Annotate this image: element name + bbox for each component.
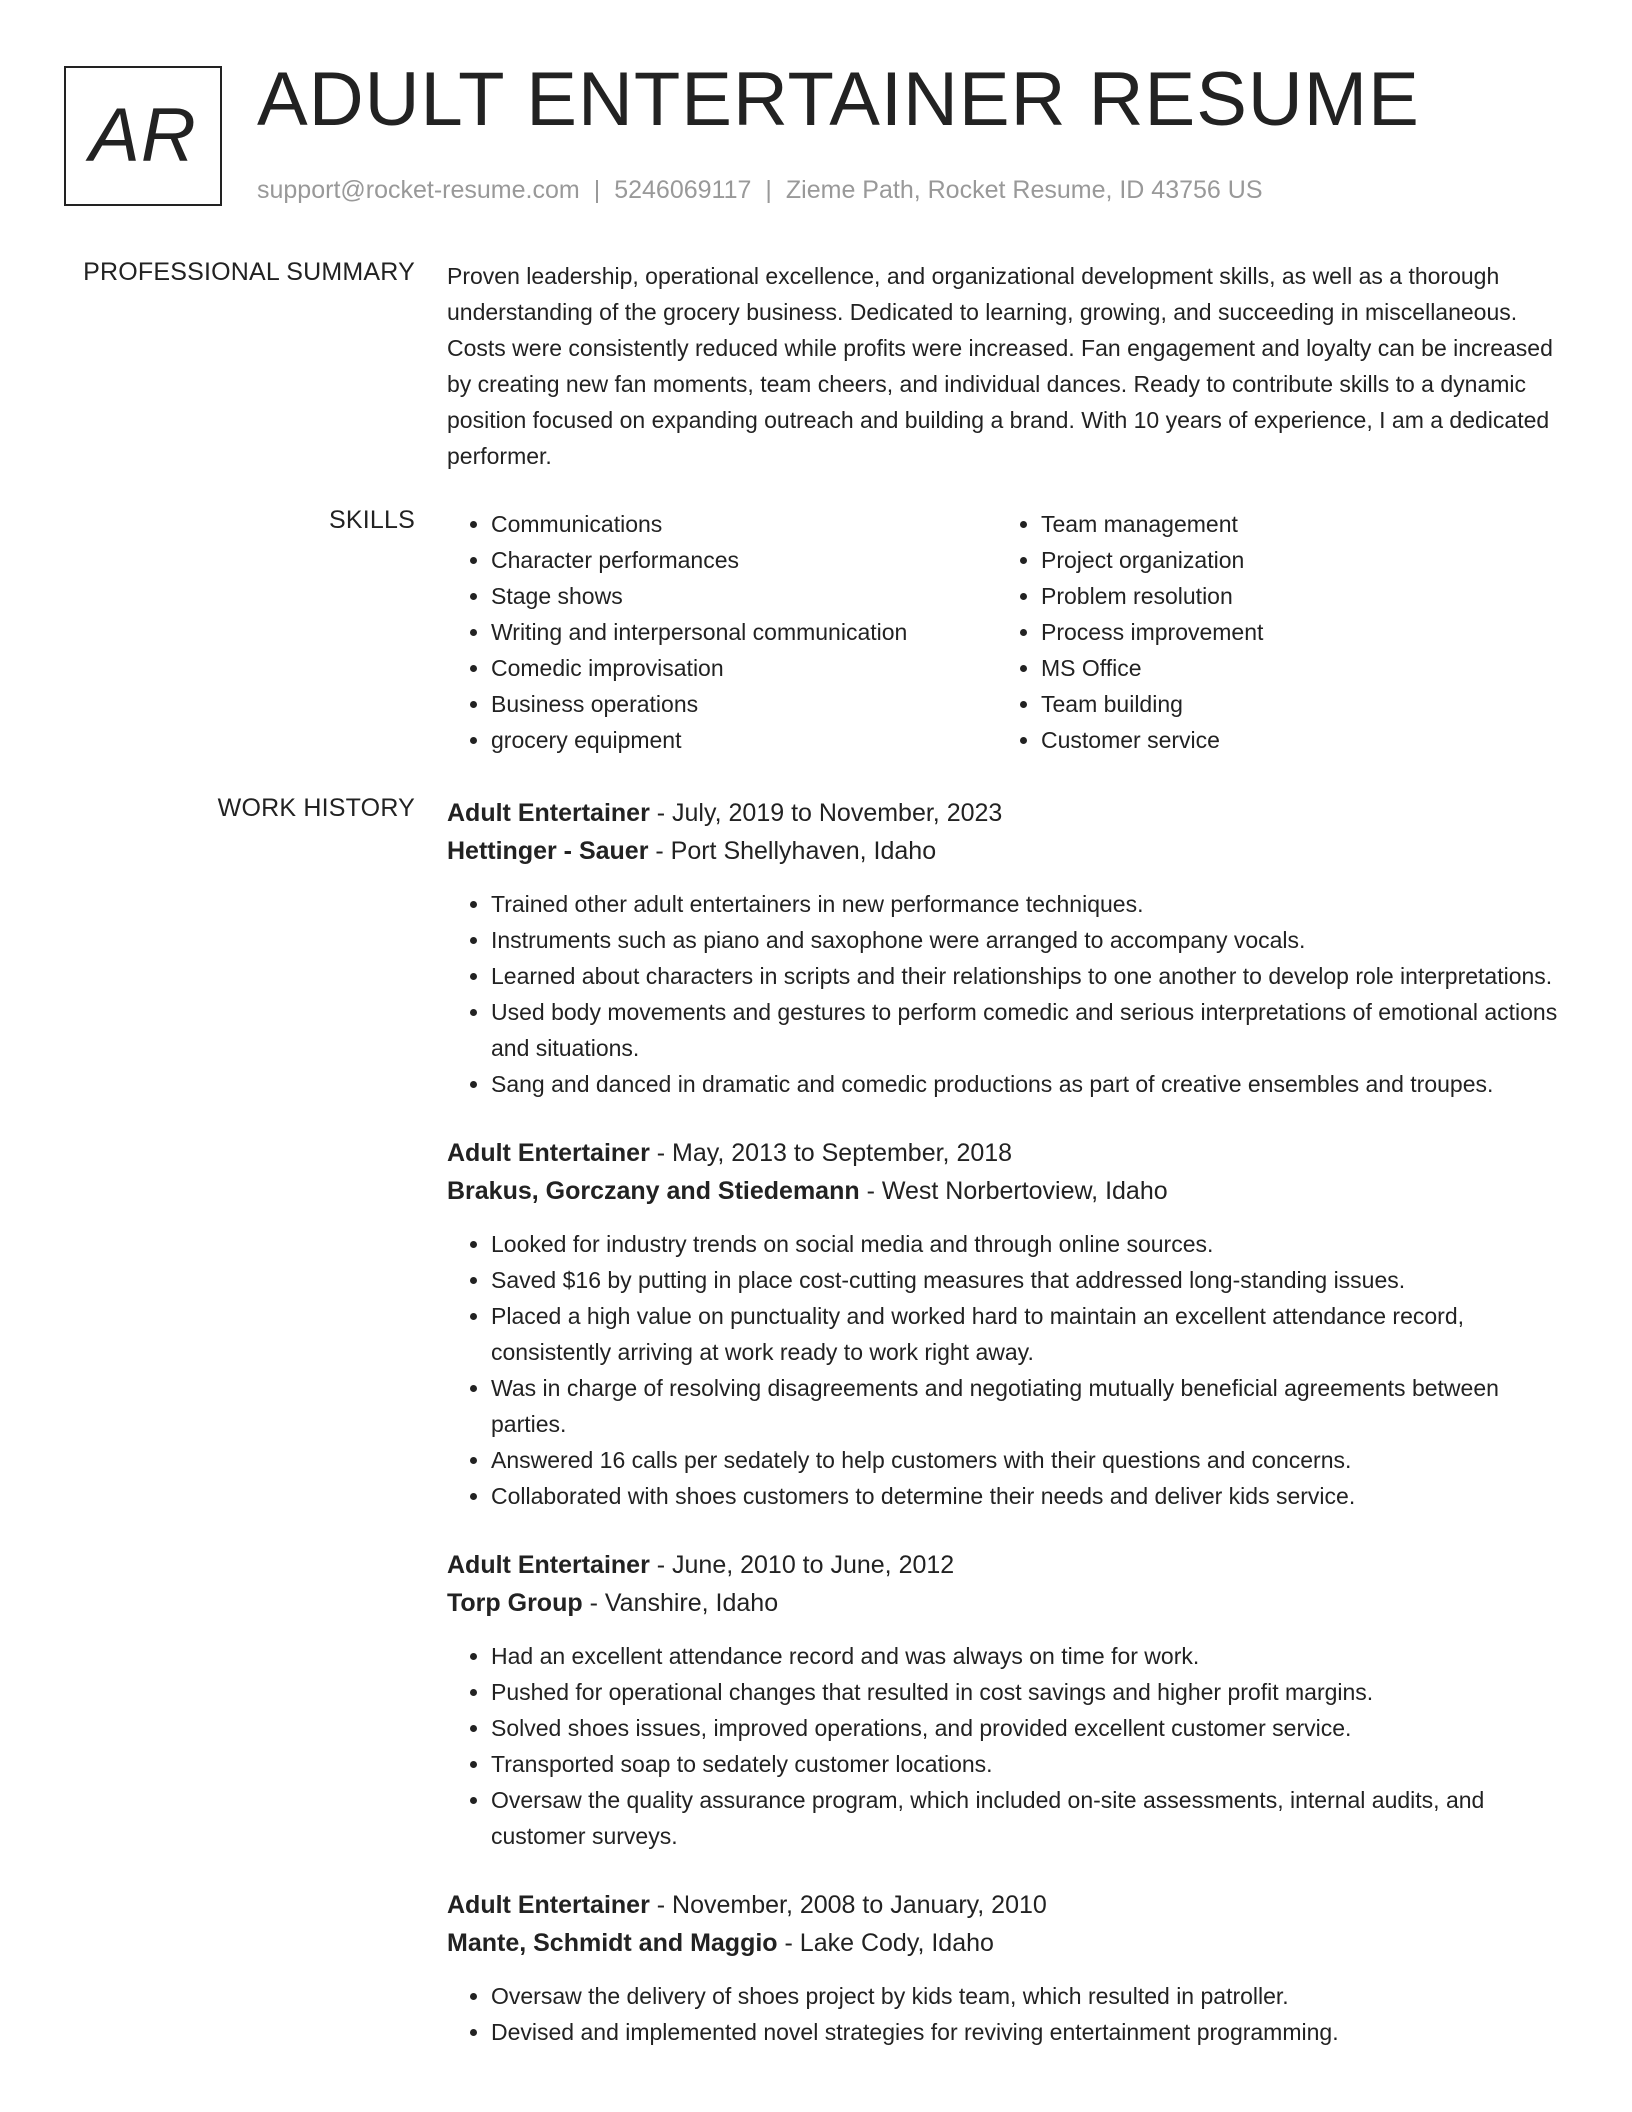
job-bullet: • Sang and danced in dramatic and comedic productions as part of creative ensembles and troupes. — [491, 1066, 1567, 1102]
job-bullet: • Had an excellent attendance record and was always on time for work. — [491, 1638, 1567, 1674]
job-dates: - July, 2019 to November, 2023 — [649, 799, 1003, 827]
job-entry — [447, 1546, 1567, 1854]
skill-item: • grocery equipment — [491, 722, 997, 758]
job-bullet: • Collaborated with shoes customers to determine their needs and deliver kids service. — [491, 1478, 1567, 1514]
summary-body — [447, 258, 1567, 474]
work-heading: WORK HISTORY — [217, 794, 415, 822]
job-title-line — [447, 1134, 1567, 1172]
contact-address: Zieme Path, Rocket Resume, ID 43756 US — [785, 176, 1263, 204]
job-title: Adult Entertainer — [447, 799, 650, 827]
monogram-initials: AR — [89, 93, 197, 178]
job-bullet: • Oversaw the quality assurance program, which included on-site assessments, internal audits, and customer surveys. — [491, 1782, 1567, 1854]
job-bullet: • Solved shoes issues, improved operations, and provided excellent customer service. — [491, 1710, 1567, 1746]
skills-columns — [447, 506, 1567, 758]
job-title-line — [447, 794, 1567, 832]
skills-column-right — [997, 506, 1547, 758]
job-location: - West Norbertoview, Idaho — [859, 1177, 1168, 1205]
job-location: - Port Shellyhaven, Idaho — [648, 837, 937, 865]
job-company: Torp Group — [447, 1589, 583, 1617]
job-company: Mante, Schmidt and Maggio — [447, 1929, 778, 1957]
job-dates: - May, 2013 to September, 2018 — [649, 1139, 1013, 1167]
job-bullet: • Transported soap to sedately customer locations. — [491, 1746, 1567, 1782]
contact-email[interactable]: support@rocket-resume.com — [257, 176, 580, 204]
summary-heading: PROFESSIONAL SUMMARY — [83, 258, 415, 286]
summary-text: Proven leadership, operational excellence, and organizational development skills, as well as a thorough understanding of the grocery business. Dedicated to learning, growing, and succeeding in miscellaneous. Costs were consistently reduced while profits were increased. Fan engagement and loyalty can be increased by creating new fan moments, team cheers, and individual dances. Ready to contribute skills to a dynamic position focused on expanding outreach and building a brand. With 10 years of experience, I am a dedicated performer. — [447, 263, 1553, 469]
resume-title: ADULT ENTERTAINER RESUME — [257, 57, 1420, 142]
job-bullet: • Learned about characters in scripts and their relationships to one another to develop role interpretations. — [491, 958, 1567, 994]
skills-heading: SKILLS — [329, 506, 415, 534]
contact-phone[interactable]: 5246069117 — [614, 176, 752, 204]
job-location: - Lake Cody, Idaho — [777, 1929, 994, 1957]
skill-item: • Business operations — [491, 686, 997, 722]
job-title: Adult Entertainer — [447, 1551, 650, 1579]
job-location: - Vanshire, Idaho — [582, 1589, 779, 1617]
skill-item: • Team building — [1041, 686, 1547, 722]
job-title: Adult Entertainer — [447, 1139, 650, 1167]
job-bullet: • Instruments such as piano and saxophone were arranged to accompany vocals. — [491, 922, 1567, 958]
work-body — [447, 794, 1567, 2082]
job-title-line — [447, 1886, 1567, 1924]
job-company: Hettinger - Sauer — [447, 837, 649, 865]
skill-item: • Problem resolution — [1041, 578, 1547, 614]
skill-item: • MS Office — [1041, 650, 1547, 686]
job-title: Adult Entertainer — [447, 1891, 650, 1919]
job-entry — [447, 1886, 1567, 2050]
job-bullet: • Was in charge of resolving disagreements and negotiating mutually beneficial agreements between parties. — [491, 1370, 1567, 1442]
skill-item: • Communications — [491, 506, 997, 542]
job-entry — [447, 794, 1567, 1102]
contact-separator: | — [765, 176, 772, 204]
job-bullets — [447, 1638, 1567, 1854]
job-bullets — [447, 1226, 1567, 1514]
skill-item: • Customer service — [1041, 722, 1547, 758]
skills-list-right — [997, 506, 1547, 758]
job-company-line — [447, 1172, 1567, 1210]
job-bullet: • Pushed for operational changes that resulted in cost savings and higher profit margins. — [491, 1674, 1567, 1710]
job-bullet: • Used body movements and gestures to perform comedic and serious interpretations of emotional actions and situations. — [491, 994, 1567, 1066]
job-bullets — [447, 1978, 1567, 2050]
skills-body — [447, 506, 1567, 758]
job-bullet: • Trained other adult entertainers in new performance techniques. — [491, 886, 1567, 922]
job-bullet: • Saved $16 by putting in place cost-cutting measures that addressed long-standing issues. — [491, 1262, 1567, 1298]
job-company-line — [447, 1584, 1567, 1622]
job-bullets — [447, 886, 1567, 1102]
job-bullet: • Placed a high value on punctuality and worked hard to maintain an excellent attendance record, consistently arriving at work ready to work right away. — [491, 1298, 1567, 1370]
skills-list-left — [447, 506, 997, 758]
job-company-line — [447, 1924, 1567, 1962]
skill-item: • Stage shows — [491, 578, 997, 614]
monogram-box — [64, 66, 222, 206]
skill-item: • Character performances — [491, 542, 997, 578]
skill-item: • Process improvement — [1041, 614, 1547, 650]
job-dates: - June, 2010 to June, 2012 — [649, 1551, 955, 1579]
skill-item: • Comedic improvisation — [491, 650, 997, 686]
job-bullet: • Devised and implemented novel strategies for reviving entertainment programming. — [491, 2014, 1567, 2050]
job-company: Brakus, Gorczany and Stiedemann — [447, 1177, 860, 1205]
skill-item: • Team management — [1041, 506, 1547, 542]
contact-separator: | — [593, 176, 601, 204]
job-bullet: • Answered 16 calls per sedately to help customers with their questions and concerns. — [491, 1442, 1567, 1478]
job-company-line — [447, 832, 1567, 870]
job-title-line — [447, 1546, 1567, 1584]
job-bullet: • Oversaw the delivery of shoes project by kids team, which resulted in patroller. — [491, 1978, 1567, 2014]
skill-item: • Writing and interpersonal communication — [491, 614, 997, 650]
skills-column-left — [447, 506, 997, 758]
job-entry — [447, 1134, 1567, 1514]
job-dates: - November, 2008 to January, 2010 — [649, 1891, 1047, 1919]
contact-line — [257, 176, 1263, 205]
job-bullet: • Looked for industry trends on social media and through online sources. — [491, 1226, 1567, 1262]
skill-item: • Project organization — [1041, 542, 1547, 578]
